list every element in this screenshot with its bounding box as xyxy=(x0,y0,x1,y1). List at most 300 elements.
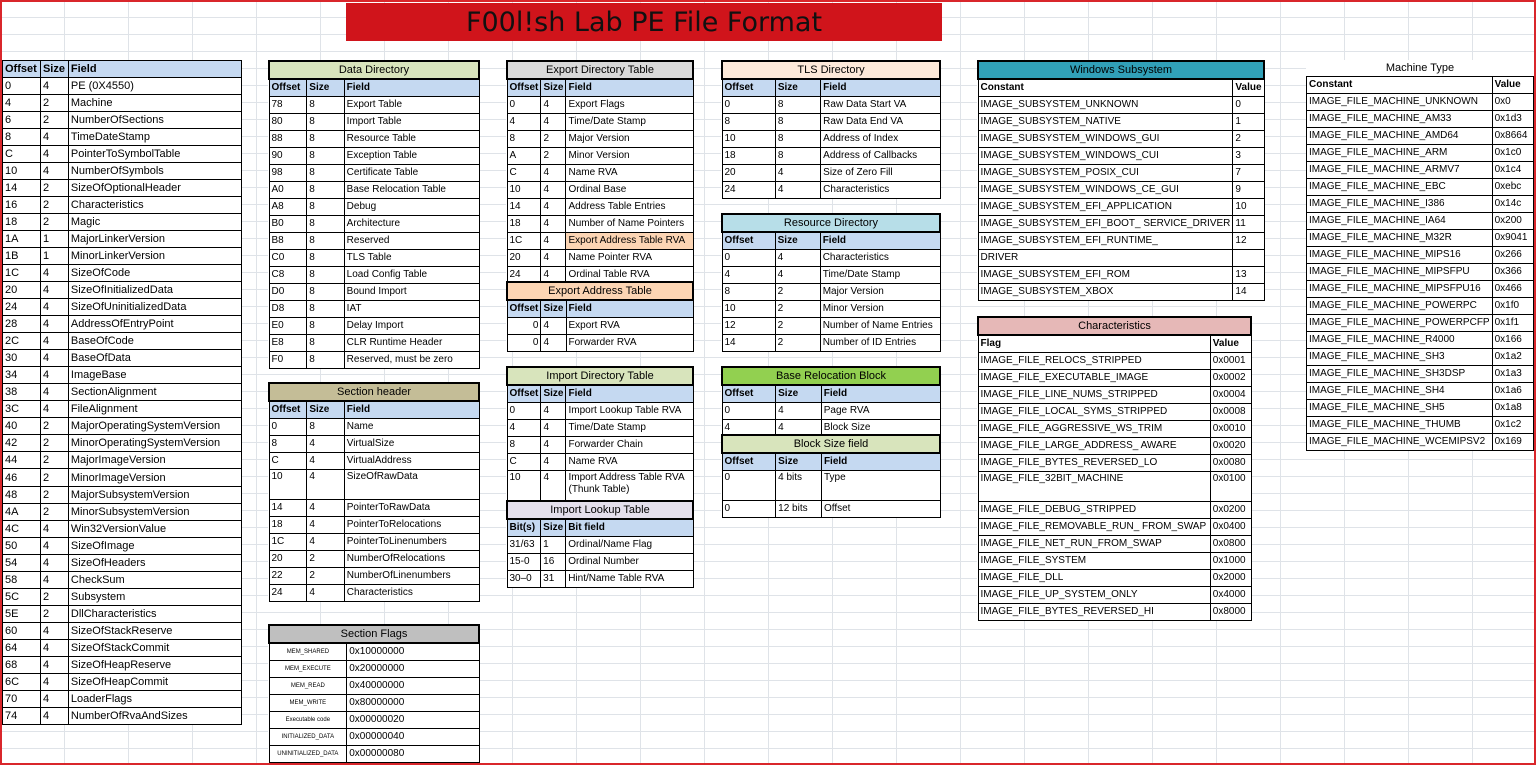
table-row xyxy=(269,534,479,551)
windows_subsystem-cell: IMAGE_SUBSYSTEM_WINDOWS_GUI xyxy=(978,131,1233,148)
block_size-cell: 0 xyxy=(722,501,776,518)
table-row xyxy=(978,182,1264,199)
table-row xyxy=(269,695,479,712)
main-cell: 2 xyxy=(40,112,68,129)
main-cell: FileAlignment xyxy=(68,401,241,418)
import_directory-cell: 0 xyxy=(507,403,541,420)
main-cell: 4A xyxy=(3,504,41,521)
main-cell: 2 xyxy=(40,418,68,435)
machine_type-cell: 0x1a6 xyxy=(1492,383,1533,400)
table-row xyxy=(269,114,479,131)
tls_directory-cell: Address of Callbacks xyxy=(821,148,940,165)
import_directory-cell: Time/Date Stamp xyxy=(566,420,693,437)
table-row xyxy=(3,401,242,418)
resource_directory-cell: 2 xyxy=(775,284,820,301)
main-cell: 2 xyxy=(40,435,68,452)
main-cell: ImageBase xyxy=(68,367,241,384)
main-cell: 2C xyxy=(3,333,41,350)
machine_type-cell: IMAGE_FILE_MACHINE_ARM xyxy=(1307,145,1493,162)
characteristics-cell: IMAGE_FILE_LOCAL_SYMS_STRIPPED xyxy=(978,404,1210,421)
machine_type-cell: IMAGE_FILE_MACHINE_MIPSFPU xyxy=(1307,264,1493,281)
main-cell: 14 xyxy=(3,180,41,197)
main-cell: MinorLinkerVersion xyxy=(68,248,241,265)
main-header-0: Offset xyxy=(3,61,41,78)
tls_directory-cell: Address of Index xyxy=(821,131,940,148)
table-row xyxy=(3,299,242,316)
main-cell: C xyxy=(3,146,41,163)
windows_subsystem-header-1: Value xyxy=(1233,79,1264,97)
windows-subsystem-table xyxy=(977,60,1265,301)
machine_type-cell: 0x0 xyxy=(1492,94,1533,111)
table-row xyxy=(978,536,1251,553)
main-cell: TimeDateStamp xyxy=(68,129,241,146)
characteristics-cell: 0x0080 xyxy=(1210,455,1251,472)
table-row xyxy=(722,284,940,301)
main-cell: 74 xyxy=(3,708,41,725)
table-row xyxy=(3,180,242,197)
table-row xyxy=(1307,298,1534,315)
export_directory-cell: 24 xyxy=(507,267,541,284)
import_lookup-header-2: Bit field xyxy=(566,519,693,537)
main-cell: 4 xyxy=(40,129,68,146)
data_directory-cell: C8 xyxy=(269,267,307,284)
import_lookup-header-0: Bit(s) xyxy=(507,519,541,537)
export_directory-cell: Export Flags xyxy=(566,97,693,114)
section_header-cell: 10 xyxy=(269,470,307,500)
main-cell: 2 xyxy=(40,180,68,197)
machine_type-cell: 0x266 xyxy=(1492,247,1533,264)
table-row xyxy=(507,403,693,420)
pe-header-table xyxy=(2,60,242,725)
table-row xyxy=(3,623,242,640)
section_header-cell: 14 xyxy=(269,500,307,517)
section_header-caption: Section header xyxy=(269,383,479,401)
main-cell: MinorOperatingSystemVersion xyxy=(68,435,241,452)
base_relocation-cell: 4 xyxy=(776,420,822,437)
section_header-cell: NumberOfRelocations xyxy=(344,551,479,568)
base_relocation-header-0: Offset xyxy=(722,385,776,403)
export_directory-cell: 8 xyxy=(507,131,541,148)
main-cell: 4 xyxy=(40,316,68,333)
section_header-cell: SizeOfRawData xyxy=(344,470,479,500)
main-cell: SizeOfUninitializedData xyxy=(68,299,241,316)
characteristics-table xyxy=(977,316,1252,621)
import_directory-header-1: Size xyxy=(541,385,566,403)
resource_directory-cell: 8 xyxy=(722,284,775,301)
windows_subsystem-cell: IMAGE_SUBSYSTEM_NATIVE xyxy=(978,114,1233,131)
resource_directory-cell: 10 xyxy=(722,301,775,318)
data_directory-cell: D0 xyxy=(269,284,307,301)
main-cell: LoaderFlags xyxy=(68,691,241,708)
export_directory-header-1: Size xyxy=(541,79,566,97)
section_header-cell: Name xyxy=(344,419,479,436)
main-cell: 4 xyxy=(40,350,68,367)
export_address-cell: 4 xyxy=(541,335,566,352)
export_directory-cell: Name Pointer RVA xyxy=(566,250,693,267)
table-row xyxy=(269,661,479,678)
characteristics-cell: 0x0010 xyxy=(1210,421,1251,438)
data_directory-cell: D8 xyxy=(269,301,307,318)
machine_type-cell: IMAGE_FILE_MACHINE_SH5 xyxy=(1307,400,1493,417)
import_lookup-cell: 15-0 xyxy=(507,554,541,571)
table-row xyxy=(978,131,1264,148)
main-header-2: Field xyxy=(68,61,241,78)
data_directory-cell: 8 xyxy=(307,148,344,165)
table-row xyxy=(269,182,479,199)
export_directory-caption: Export Directory Table xyxy=(507,61,693,79)
export_directory-cell: 4 xyxy=(541,216,566,233)
data_directory-cell: 8 xyxy=(307,267,344,284)
main-cell: 20 xyxy=(3,282,41,299)
windows_subsystem-cell: 2 xyxy=(1233,131,1264,148)
table-row xyxy=(978,387,1251,404)
main-cell: NumberOfSections xyxy=(68,112,241,129)
resource_directory-cell: 2 xyxy=(775,318,820,335)
section-flags-table xyxy=(268,624,480,763)
table-row xyxy=(507,318,693,335)
table-row xyxy=(269,551,479,568)
import_directory-cell: 4 xyxy=(541,454,566,471)
table-row xyxy=(3,435,242,452)
main-cell: 30 xyxy=(3,350,41,367)
main-cell: 8 xyxy=(3,129,41,146)
data_directory-cell: Debug xyxy=(344,199,479,216)
table-row xyxy=(1307,162,1534,179)
tls_directory-cell: 20 xyxy=(722,165,775,182)
machine_type-cell: 0x466 xyxy=(1492,281,1533,298)
table-row xyxy=(3,589,242,606)
section_header-cell: PointerToLinenumbers xyxy=(344,534,479,551)
windows_subsystem-cell: IMAGE_SUBSYSTEM_EFI_ROM xyxy=(978,267,1233,284)
import_directory-cell: Import Lookup Table RVA xyxy=(566,403,693,420)
table-row xyxy=(3,95,242,112)
resource_directory-cell: 2 xyxy=(775,301,820,318)
main-cell: NumberOfRvaAndSizes xyxy=(68,708,241,725)
main-cell: 4C xyxy=(3,521,41,538)
table-row xyxy=(269,453,479,470)
characteristics-cell: IMAGE_FILE_NET_RUN_FROM_SWAP xyxy=(978,536,1210,553)
base-relocation-table xyxy=(721,366,941,437)
table-row xyxy=(507,537,693,554)
data_directory-cell: 8 xyxy=(307,250,344,267)
export_directory-cell: A xyxy=(507,148,541,165)
main-cell: 2 xyxy=(40,606,68,623)
main-cell: SectionAlignment xyxy=(68,384,241,401)
table-row xyxy=(269,284,479,301)
main-cell: 1B xyxy=(3,248,41,265)
block_size-header-1: Size xyxy=(776,453,822,471)
data_directory-cell: CLR Runtime Header xyxy=(344,335,479,352)
table-row xyxy=(1307,400,1534,417)
characteristics-cell: IMAGE_FILE_LINE_NUMS_STRIPPED xyxy=(978,387,1210,404)
windows_subsystem-cell xyxy=(1233,250,1264,267)
block_size-cell: Offset xyxy=(821,501,940,518)
table-row xyxy=(3,708,242,725)
table-row xyxy=(3,129,242,146)
main-cell: 34 xyxy=(3,367,41,384)
main-cell: 38 xyxy=(3,384,41,401)
characteristics-cell: IMAGE_FILE_LARGE_ADDRESS_ AWARE xyxy=(978,438,1210,455)
data_directory-cell: 8 xyxy=(307,233,344,250)
resource_directory-cell: Number of ID Entries xyxy=(820,335,940,352)
windows_subsystem-cell: IMAGE_SUBSYSTEM_EFI_APPLICATION xyxy=(978,199,1233,216)
main-cell: 2 xyxy=(40,589,68,606)
main-cell: 4 xyxy=(40,674,68,691)
main-cell: Characteristics xyxy=(68,197,241,214)
section_flags-cell: 0x40000000 xyxy=(347,678,479,695)
main-cell: 5C xyxy=(3,589,41,606)
import_directory-cell: 4 xyxy=(541,420,566,437)
characteristics-cell: IMAGE_FILE_AGGRESSIVE_WS_TRIM xyxy=(978,421,1210,438)
machine_type-cell: 0x200 xyxy=(1492,213,1533,230)
export_address-cell: Forwarder RVA xyxy=(566,335,693,352)
table-row xyxy=(269,165,479,182)
import_directory-cell: Forwarder Chain xyxy=(566,437,693,454)
table-row xyxy=(3,214,242,231)
windows_subsystem-caption: Windows Subsystem xyxy=(978,61,1264,79)
export_directory-cell: 20 xyxy=(507,250,541,267)
main-cell: CheckSum xyxy=(68,572,241,589)
resource_directory-header-1: Size xyxy=(775,232,820,250)
table-row xyxy=(978,455,1251,472)
machine_type-cell: IMAGE_FILE_MACHINE_MIPSFPU16 xyxy=(1307,281,1493,298)
import_directory-header-2: Field xyxy=(566,385,693,403)
data_directory-cell: 8 xyxy=(307,114,344,131)
export_address-cell: 4 xyxy=(541,318,566,335)
section_header-header-1: Size xyxy=(307,401,344,419)
main-cell: SizeOfStackCommit xyxy=(68,640,241,657)
machine_type-cell: 0x1c4 xyxy=(1492,162,1533,179)
section_header-cell: PointerToRawData xyxy=(344,500,479,517)
table-row xyxy=(3,316,242,333)
main-cell: 28 xyxy=(3,316,41,333)
table-row xyxy=(978,353,1251,370)
table-row xyxy=(507,97,693,114)
export_directory-cell: Name RVA xyxy=(566,165,693,182)
import_lookup-cell: 1 xyxy=(541,537,566,554)
machine_type-cell: IMAGE_FILE_MACHINE_IA64 xyxy=(1307,213,1493,230)
characteristics-cell: 0x0002 xyxy=(1210,370,1251,387)
characteristics-cell: IMAGE_FILE_BYTES_REVERSED_LO xyxy=(978,455,1210,472)
table-row xyxy=(507,335,693,352)
machine_type-cell: 0xebc xyxy=(1492,179,1533,196)
table-row xyxy=(1307,196,1534,213)
main-cell: 5E xyxy=(3,606,41,623)
main-cell: PointerToSymbolTable xyxy=(68,146,241,163)
block_size-header-2: Field xyxy=(821,453,940,471)
table-row xyxy=(3,572,242,589)
import_lookup-cell: Ordinal/Name Flag xyxy=(566,537,693,554)
base_relocation-cell: 4 xyxy=(722,420,776,437)
data_directory-cell: 8 xyxy=(307,335,344,352)
resource_directory-header-0: Offset xyxy=(722,232,775,250)
table-row xyxy=(3,418,242,435)
section_header-cell: 4 xyxy=(307,470,344,500)
main-cell: 4 xyxy=(40,623,68,640)
import_lookup-cell: 30–0 xyxy=(507,571,541,588)
import_directory-cell: 4 xyxy=(541,437,566,454)
data_directory-cell: B0 xyxy=(269,216,307,233)
table-row xyxy=(269,729,479,746)
export_directory-cell: 4 xyxy=(541,267,566,284)
main-cell: 4 xyxy=(40,640,68,657)
resource_directory-cell: 2 xyxy=(775,335,820,352)
machine_type-cell: IMAGE_FILE_MACHINE_SH3DSP xyxy=(1307,366,1493,383)
main-cell: SizeOfCode xyxy=(68,265,241,282)
machine_type-cell: IMAGE_FILE_MACHINE_EBC xyxy=(1307,179,1493,196)
tls_directory-cell: Raw Data End VA xyxy=(821,114,940,131)
section_header-cell: 20 xyxy=(269,551,307,568)
main-cell: 1A xyxy=(3,231,41,248)
export_directory-cell: 4 xyxy=(541,114,566,131)
import_directory-cell: 10 xyxy=(507,471,541,501)
main-cell: 2 xyxy=(40,452,68,469)
resource_directory-cell: 12 xyxy=(722,318,775,335)
characteristics-cell: IMAGE_FILE_SYSTEM xyxy=(978,553,1210,570)
windows_subsystem-cell: 14 xyxy=(1233,284,1264,301)
main-cell: Win32VersionValue xyxy=(68,521,241,538)
main-cell: 44 xyxy=(3,452,41,469)
table-row xyxy=(3,282,242,299)
data_directory-cell: Exception Table xyxy=(344,148,479,165)
import_directory-caption: Import Directory Table xyxy=(507,367,693,385)
machine_type-cell: IMAGE_FILE_MACHINE_POWERPCFP xyxy=(1307,315,1493,332)
data_directory-cell: Reserved xyxy=(344,233,479,250)
characteristics-cell: 0x0100 xyxy=(1210,472,1251,502)
table-row xyxy=(507,131,693,148)
table-row xyxy=(269,301,479,318)
table-row xyxy=(269,352,479,369)
main-cell: 3C xyxy=(3,401,41,418)
section_header-cell: 2 xyxy=(307,568,344,585)
characteristics-cell: IMAGE_FILE_DLL xyxy=(978,570,1210,587)
main-cell: 4 xyxy=(40,572,68,589)
export_directory-cell: Ordinal Base xyxy=(566,182,693,199)
table-row xyxy=(978,502,1251,519)
main-cell: 4 xyxy=(40,708,68,725)
tls_directory-cell: 8 xyxy=(775,114,820,131)
table-row xyxy=(269,746,479,763)
tls_directory-cell: 8 xyxy=(775,97,820,114)
table-row xyxy=(269,233,479,250)
table-row xyxy=(978,233,1264,250)
data_directory-cell: B8 xyxy=(269,233,307,250)
main-cell: MinorSubsystemVersion xyxy=(68,504,241,521)
data_directory-header-0: Offset xyxy=(269,79,307,97)
data_directory-cell: 78 xyxy=(269,97,307,114)
table-row xyxy=(3,112,242,129)
table-row xyxy=(1307,383,1534,400)
section_flags-cell: INITIALIZED_DATA xyxy=(269,729,347,746)
characteristics-cell: 0x0400 xyxy=(1210,519,1251,536)
section_header-cell: 4 xyxy=(307,453,344,470)
table-row xyxy=(269,216,479,233)
characteristics-cell: 0x0004 xyxy=(1210,387,1251,404)
table-row xyxy=(3,691,242,708)
data_directory-cell: E0 xyxy=(269,318,307,335)
characteristics-cell: IMAGE_FILE_32BIT_MACHINE xyxy=(978,472,1210,502)
data_directory-cell: 8 xyxy=(307,199,344,216)
section_header-cell: 4 xyxy=(307,585,344,602)
main-cell: 60 xyxy=(3,623,41,640)
machine_type-cell: 0x1f1 xyxy=(1492,315,1533,332)
table-row xyxy=(722,114,940,131)
table-row xyxy=(978,267,1264,284)
characteristics-cell: 0x2000 xyxy=(1210,570,1251,587)
main-cell: Magic xyxy=(68,214,241,231)
table-row xyxy=(978,148,1264,165)
main-cell: MinorImageVersion xyxy=(68,469,241,487)
machine_type-cell: 0x1c0 xyxy=(1492,145,1533,162)
characteristics-cell: 0x0800 xyxy=(1210,536,1251,553)
table-row xyxy=(1307,230,1534,247)
section_header-cell: 1C xyxy=(269,534,307,551)
tls-directory-table xyxy=(721,60,941,199)
main-cell: 50 xyxy=(3,538,41,555)
data_directory-cell: 88 xyxy=(269,131,307,148)
import_directory-header-0: Offset xyxy=(507,385,541,403)
import_lookup-caption: Import Lookup Table xyxy=(507,501,693,519)
main-cell: 4 xyxy=(40,146,68,163)
table-row xyxy=(978,250,1264,267)
section_header-cell: 2 xyxy=(307,551,344,568)
table-row xyxy=(269,712,479,729)
export_directory-header-2: Field xyxy=(566,79,693,97)
table-row xyxy=(3,521,242,538)
table-row xyxy=(269,585,479,602)
export_directory-cell: Minor Version xyxy=(566,148,693,165)
tls_directory-cell: 0 xyxy=(722,97,775,114)
main-cell: 42 xyxy=(3,435,41,452)
section_header-cell: C xyxy=(269,453,307,470)
main-cell: 4 xyxy=(40,78,68,95)
resource_directory-caption: Resource Directory xyxy=(722,214,940,232)
table-row xyxy=(978,604,1251,621)
table-row xyxy=(269,500,479,517)
tls_directory-cell: Raw Data Start VA xyxy=(821,97,940,114)
data_directory-cell: C0 xyxy=(269,250,307,267)
table-row xyxy=(3,163,242,180)
resource_directory-cell: Number of Name Entries xyxy=(820,318,940,335)
table-row xyxy=(978,216,1264,233)
characteristics-cell: 0x0008 xyxy=(1210,404,1251,421)
export_address-header-1: Size xyxy=(541,300,566,318)
table-row xyxy=(1307,128,1534,145)
export_address-header-0: Offset xyxy=(507,300,541,318)
import_directory-cell: 4 xyxy=(541,471,566,501)
main-cell: Subsystem xyxy=(68,589,241,606)
table-row xyxy=(3,555,242,572)
data_directory-cell: Architecture xyxy=(344,216,479,233)
table-row xyxy=(269,568,479,585)
characteristics-cell: 0x4000 xyxy=(1210,587,1251,604)
table-row xyxy=(3,538,242,555)
export_directory-cell: 4 xyxy=(541,97,566,114)
machine_type-cell: IMAGE_FILE_MACHINE_AM33 xyxy=(1307,111,1493,128)
windows_subsystem-cell: IMAGE_SUBSYSTEM_WINDOWS_CUI xyxy=(978,148,1233,165)
section_flags-cell: 0x00000020 xyxy=(347,712,479,729)
page-title: F00l!sh Lab PE File Format xyxy=(346,3,942,41)
main-cell: 4 xyxy=(40,384,68,401)
table-row xyxy=(3,384,242,401)
table-row xyxy=(269,131,479,148)
section_flags-cell: 0x00000080 xyxy=(347,746,479,763)
machine_type-cell: IMAGE_FILE_MACHINE_UNKNOWN xyxy=(1307,94,1493,111)
resource_directory-header-2: Field xyxy=(820,232,940,250)
main-cell: BaseOfData xyxy=(68,350,241,367)
import_lookup-cell: Ordinal Number xyxy=(566,554,693,571)
windows_subsystem-cell: IMAGE_SUBSYSTEM_WINDOWS_CE_GUI xyxy=(978,182,1233,199)
